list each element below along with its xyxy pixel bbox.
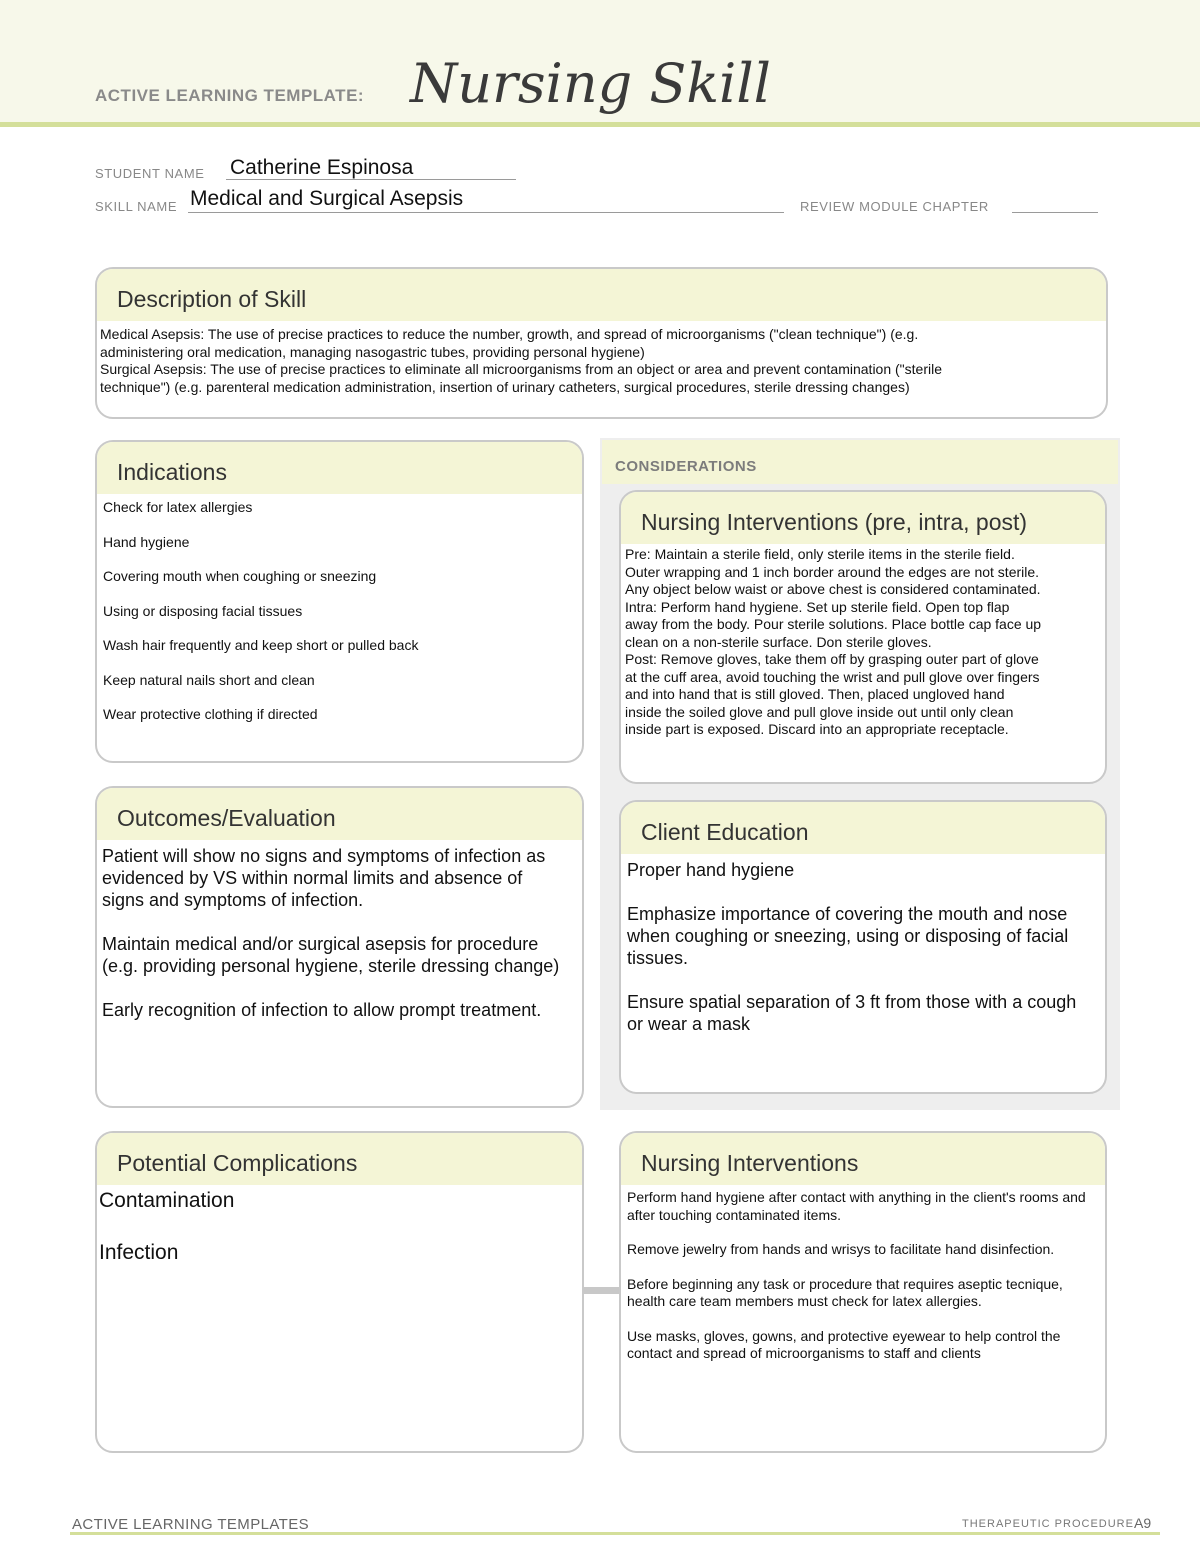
page-title: Nursing Skill (410, 52, 771, 115)
student-name-label: STUDENT NAME (95, 166, 205, 181)
skill-name-label: SKILL NAME (95, 199, 178, 214)
intervention-line: away from the body. Pour sterile solutions. Place bottle cap face up (625, 616, 1042, 632)
header-rule (0, 122, 1200, 127)
page-number: A9 (1134, 1515, 1152, 1531)
nursing-interventions-pip-card (619, 490, 1107, 784)
list-item: Hand hygiene (103, 533, 190, 550)
nursing-interventions-pip-title: Nursing Interventions (pre, intra, post) (641, 509, 1028, 535)
description-line: Surgical Asepsis: The use of precise practices to eliminate all microorganisms from an object or area and prevent contamination ("sterile (100, 361, 942, 377)
client-education-card (619, 800, 1107, 1094)
education-paragraph: Ensure spatial separation of 3 ft from those with a cough or wear a mask (627, 992, 1077, 1034)
intervention-line: at the cuff area, avoid touching the wrist and pull glove over fingers (625, 668, 1040, 685)
nursing-interventions-pip-body (621, 544, 1105, 739)
nursing-interventions-card (619, 1131, 1107, 1453)
indications-title: Indications (117, 459, 227, 485)
outcomes-title: Outcomes/Evaluation (117, 805, 336, 831)
education-paragraph: Emphasize importance of covering the mouth and nose when coughing or sneezing, using or disposing of facial tissues. (627, 904, 1069, 968)
complications-card (95, 1131, 584, 1453)
description-line: Medical Asepsis: The use of precise practices to reduce the number, growth, and spread of microorganisms ("clean technique") (e.g. (100, 326, 919, 342)
outcome-paragraph: Maintain medical and/or surgical asepsis for procedure (e.g. providing personal hygiene, sterile dressing change) (102, 934, 560, 976)
indications-card (95, 440, 584, 763)
skill-name-value[interactable]: Medical and Surgical Asepsis (190, 187, 464, 210)
client-education-title: Client Education (641, 819, 809, 845)
intervention-line: Pre: Maintain a sterile field, only sterile items in the sterile field. (625, 546, 1015, 562)
client-education-header (621, 802, 1105, 854)
intervention-line: inside part is exposed. Discard into an appropriate receptacle. (625, 721, 1009, 737)
description-header (97, 269, 1106, 321)
intervention-line: Any object below waist or above chest is considered contaminated. (625, 581, 1041, 597)
intervention-line: Post: Remove gloves, take them off by grasping outer part of glove (625, 651, 1039, 667)
template-label: ACTIVE LEARNING TEMPLATE: (95, 86, 365, 105)
intervention-line: clean on a non-sterile surface. Don sterile gloves. (625, 633, 932, 650)
intervention-paragraph: Before beginning any task or procedure that requires aseptic tecnique, health care team members must check for latex allergies. (627, 1275, 1063, 1309)
list-item: Keep natural nails short and clean (103, 671, 315, 688)
footer-right: THERAPEUTIC PROCEDURE (962, 1518, 1134, 1530)
card-connector (583, 1287, 621, 1294)
intervention-line: and into hand that is still gloved. Then, placed ungloved hand (625, 686, 1005, 702)
list-item: Using or disposing facial tissues (103, 602, 303, 619)
indications-list (97, 494, 582, 724)
indications-header (97, 442, 582, 494)
outcome-paragraph: Early recognition of infection to allow prompt treatment. (102, 1000, 542, 1020)
intervention-line: Outer wrapping and 1 inch border around the edges are not sterile. (625, 563, 1040, 580)
description-card (95, 267, 1108, 419)
considerations-title: CONSIDERATIONS (615, 458, 757, 475)
list-item: Wash hair frequently and keep short or pulled back (103, 637, 419, 653)
intervention-paragraph: Use masks, gloves, gowns, and protective eyewear to help control the contact and spread of microorganisms to staff and clients (627, 1327, 1061, 1361)
intervention-line: Intra: Perform hand hygiene. Set up sterile field. Open top flap (625, 598, 1010, 615)
nursing-interventions-title: Nursing Interventions (641, 1150, 859, 1176)
client-education-body (621, 854, 1105, 1035)
list-item: Covering mouth when coughing or sneezing (103, 568, 377, 584)
complications-list (97, 1185, 582, 1266)
footer-left: ACTIVE LEARNING TEMPLATES (72, 1516, 309, 1533)
description-line: administering oral medication, managing nasogastric tubes, providing personal hygiene) (100, 343, 645, 360)
intervention-line: inside the soiled glove and pull glove inside out until only clean (625, 703, 1014, 720)
student-name-underline (226, 179, 516, 180)
student-name-value[interactable]: Catherine Espinosa (230, 156, 414, 179)
nursing-interventions-pip-header (621, 492, 1105, 544)
list-item: Check for latex allergies (103, 499, 253, 515)
review-module-underline[interactable] (1012, 212, 1098, 213)
intervention-paragraph: Remove jewelry from hands and wrisys to facilitate hand disinfection. (627, 1241, 1055, 1257)
description-body (97, 321, 1106, 396)
outcomes-card (95, 786, 584, 1108)
description-line: technique") (e.g. parenteral medication administration, insertion of urinary catheters, surgical procedures, sterile dressing changes) (100, 378, 910, 395)
description-title: Description of Skill (117, 286, 307, 312)
complications-title: Potential Complications (117, 1150, 358, 1176)
outcomes-body (97, 840, 582, 1021)
education-paragraph: Proper hand hygiene (627, 860, 795, 880)
list-item: Wear protective clothing if directed (103, 706, 318, 722)
skill-name-underline (188, 212, 784, 213)
complication-item: Infection (99, 1241, 179, 1264)
nursing-interventions-body (621, 1185, 1105, 1363)
nursing-interventions-header (621, 1133, 1105, 1185)
outcome-paragraph: Patient will show no signs and symptoms of infection as evidenced by VS within normal limits and absence of signs and symptoms of infection. (102, 846, 546, 910)
review-module-label: REVIEW MODULE CHAPTER (800, 199, 989, 214)
outcomes-header (97, 788, 582, 840)
complication-item: Contamination (99, 1189, 235, 1212)
intervention-paragraph: Perform hand hygiene after contact with anything in the client's rooms and after touching contaminated items. (627, 1189, 1086, 1223)
complications-header (97, 1133, 582, 1185)
